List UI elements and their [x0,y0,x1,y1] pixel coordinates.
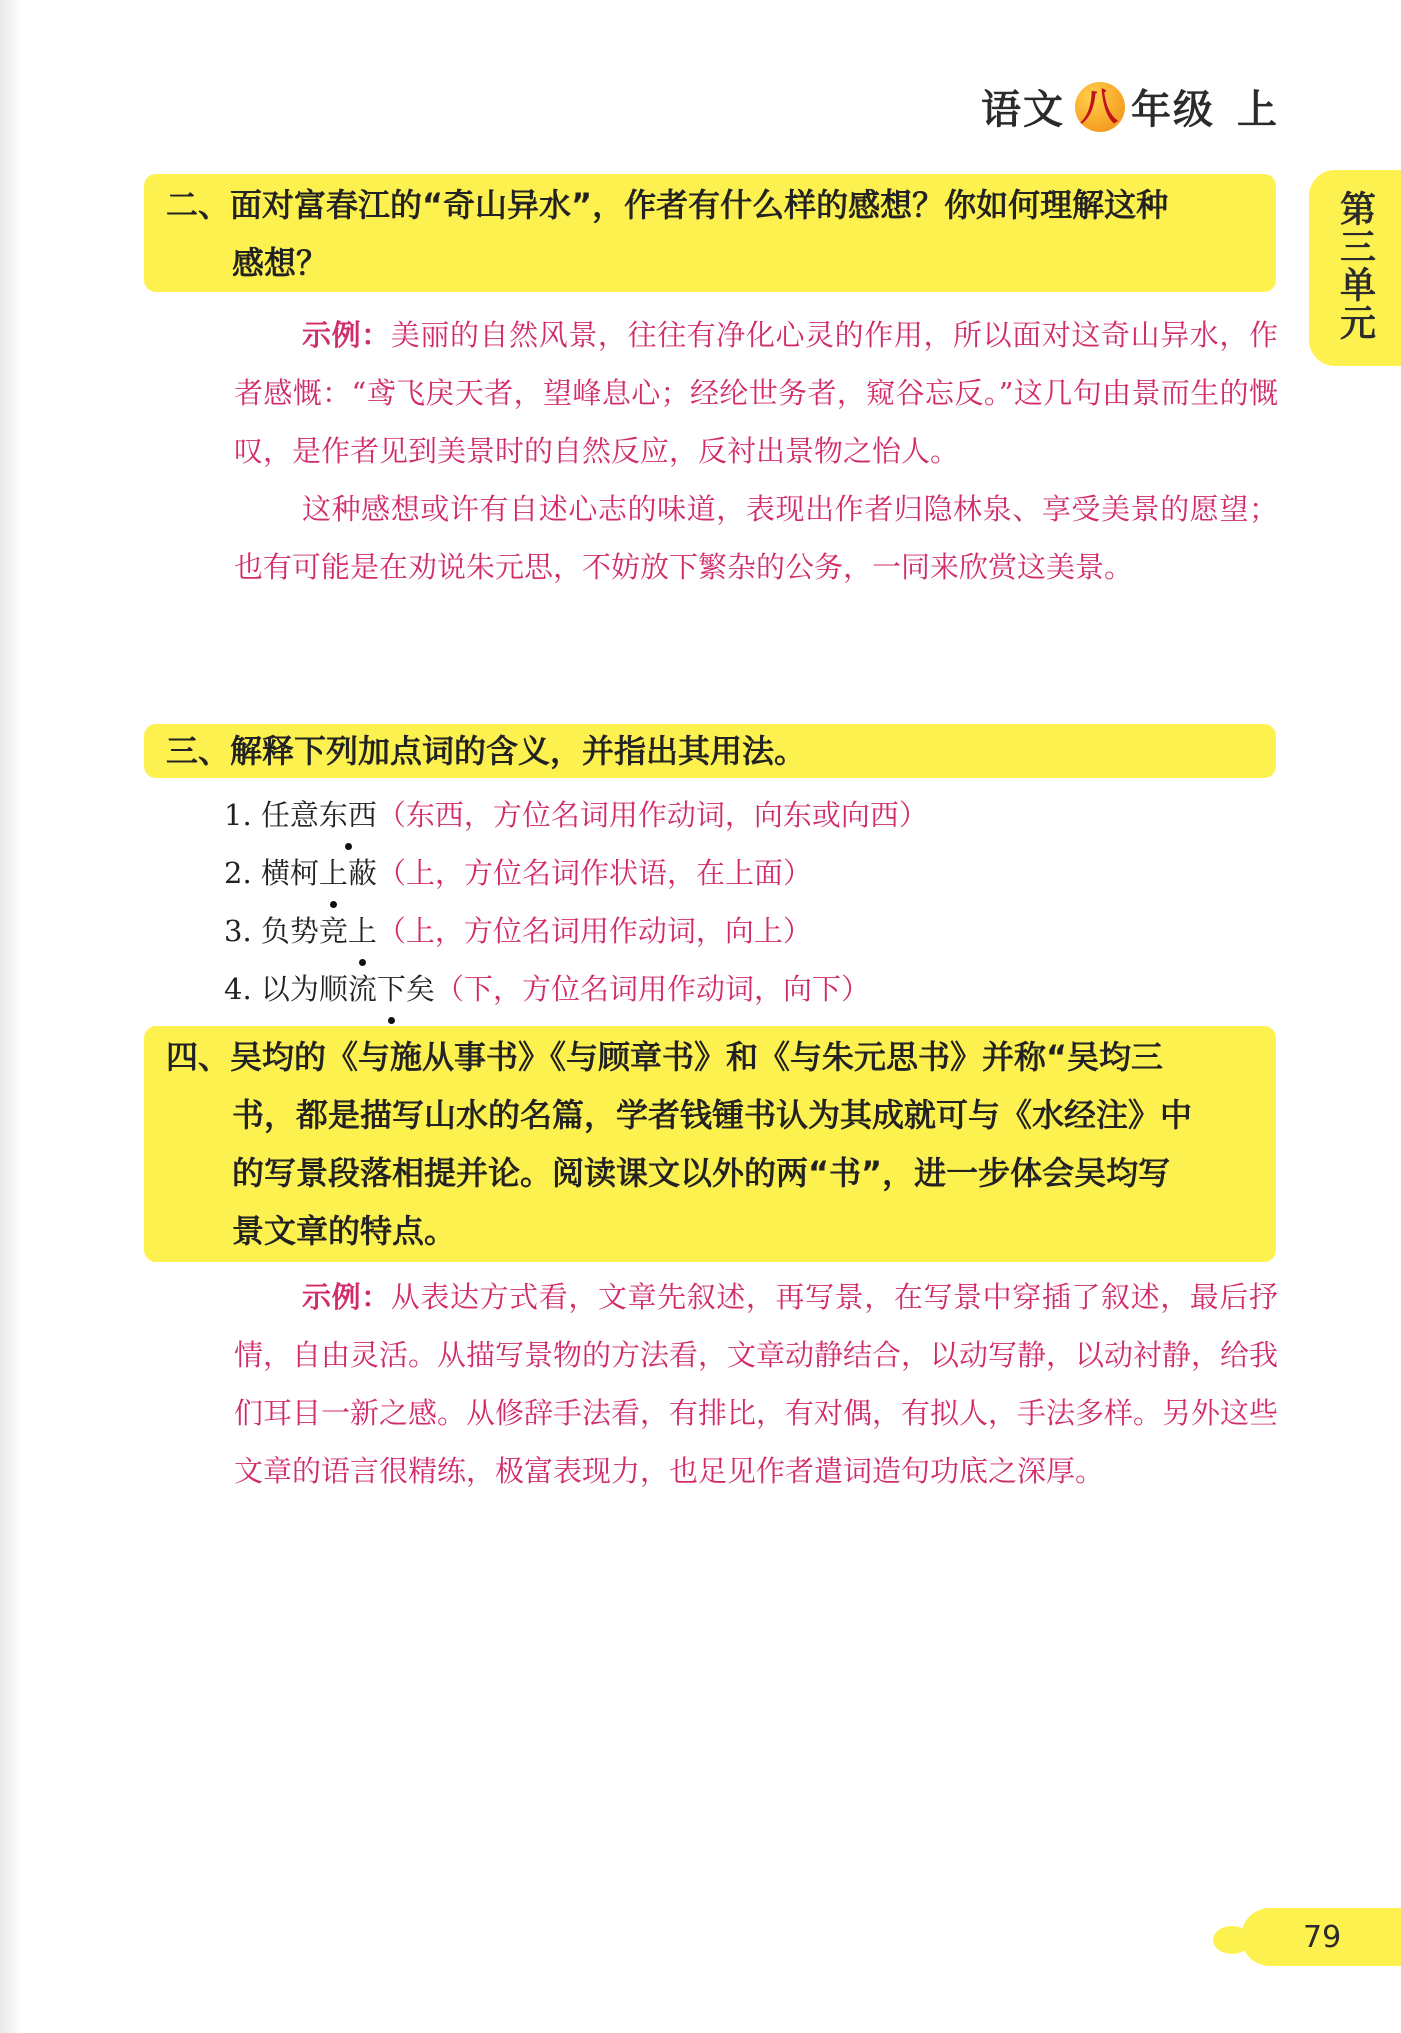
item-explanation: （东西，方位名词用作动词，向东或向西） [376,798,928,832]
question-4-line-1: 四、吴均的《与施从事书》《与顾章书》和《与朱元思书》并称“吴均三 [166,1038,1164,1076]
question-4-line-3: 的写景段落相提并论。阅读课文以外的两“书”，进一步体会吴均写 [232,1154,1171,1192]
phrase-text: 横柯 [260,856,319,890]
item-phrase [261,972,435,1006]
list-item [224,902,928,960]
item-phrase [261,798,377,832]
page-number-decoration [1213,1926,1251,1954]
list-item [224,786,928,844]
volume-label: 上 [1237,87,1279,133]
phrase-text: 任意 [260,798,319,832]
item-phrase [261,914,377,948]
answer-4 [234,1268,1278,1500]
page-number: 79 [1303,1919,1342,1955]
phrase-text: 蔽 [347,856,377,890]
unit-label: 第三单元 [1334,190,1376,342]
page-edge-shade [0,0,22,2033]
question-2 [144,174,1276,292]
item-phrase [261,856,377,890]
item-explanation: （上，方位名词作状语，在上面） [376,856,812,890]
phrase-text: 以为顺流 [260,972,377,1006]
grade-badge: 八 [1075,82,1125,132]
item-explanation: （上，方位名词用作动词，向上） [376,914,812,948]
item-number: 3. [224,914,252,948]
item-number: 2. [224,856,252,890]
question-4-line-2: 书，都是描写山水的名篇，学者钱锺书认为其成就可与《水经注》中 [232,1096,1193,1134]
list-item [224,844,928,902]
item-number: 4. [224,972,252,1006]
example-label: 示例： [302,318,391,352]
answer-2 [234,306,1278,596]
question-3-line-1: 三、解释下列加点词的含义，并指出其用法。 [166,732,807,770]
dotted-word: 东西 [319,786,377,844]
phrase-text: 负势竞 [260,914,348,948]
page-header [981,78,1279,135]
unit-side-tab [1309,170,1401,366]
question-2-line-1: 二、面对富春江的“奇山异水”，作者有什么样的感想？你如何理解这种 [166,186,1169,224]
dotted-word: 上 [348,902,377,960]
question-3 [144,724,1276,778]
item-number: 1. [224,798,252,832]
answer-4-paragraph-1 [234,1268,1278,1500]
answer-2-paragraph-2: 这种感想或许有自述心志的味道，表现出作者归隐林泉、享受美景的愿望；也有可能是在劝说朱元思，不妨放下繁杂的公务，一同来欣赏这美景。 [234,492,1278,584]
question-4-line-4: 景文章的特点。 [232,1212,457,1250]
question-4 [144,1026,1276,1262]
subject-label: 语文 [981,87,1065,133]
answer-2-text-1: 美丽的自然风景，往往有净化心灵的作用，所以面对这奇山异水，作者感慨：“鸢飞戾天者，望峰息心；经纶世务者，窥谷忘反。”这几句由景而生的慨叹，是作者见到美景时的自然反应，反衬出景物之怡人。 [234,318,1278,468]
page-number-tab [1241,1908,1401,1966]
dotted-word: 上 [319,844,348,902]
answer-4-text-1: 从表达方式看，文章先叙述，再写景，在写景中穿插了叙述，最后抒情，自由灵活。从描写景物的方法看，文章动静结合，以动写静，以动衬静，给我们耳目一新之感。从修辞手法看，有排比，有对偶，有拟人，手法多样。另外这些文章的语言很精练，极富表现力，也足见作者遣词造句功底之深厚。 [234,1280,1279,1488]
question-2-line-2: 感想？ [232,244,329,282]
word-list [224,786,928,1018]
list-item [224,960,928,1018]
example-label: 示例： [302,1280,391,1314]
dotted-word: 下 [377,960,406,1018]
phrase-text: 矣 [405,972,435,1006]
grade-label: 年级 [1131,87,1215,133]
answer-2-paragraph-1 [234,306,1278,480]
item-explanation: （下，方位名词用作动词，向下） [434,972,870,1006]
